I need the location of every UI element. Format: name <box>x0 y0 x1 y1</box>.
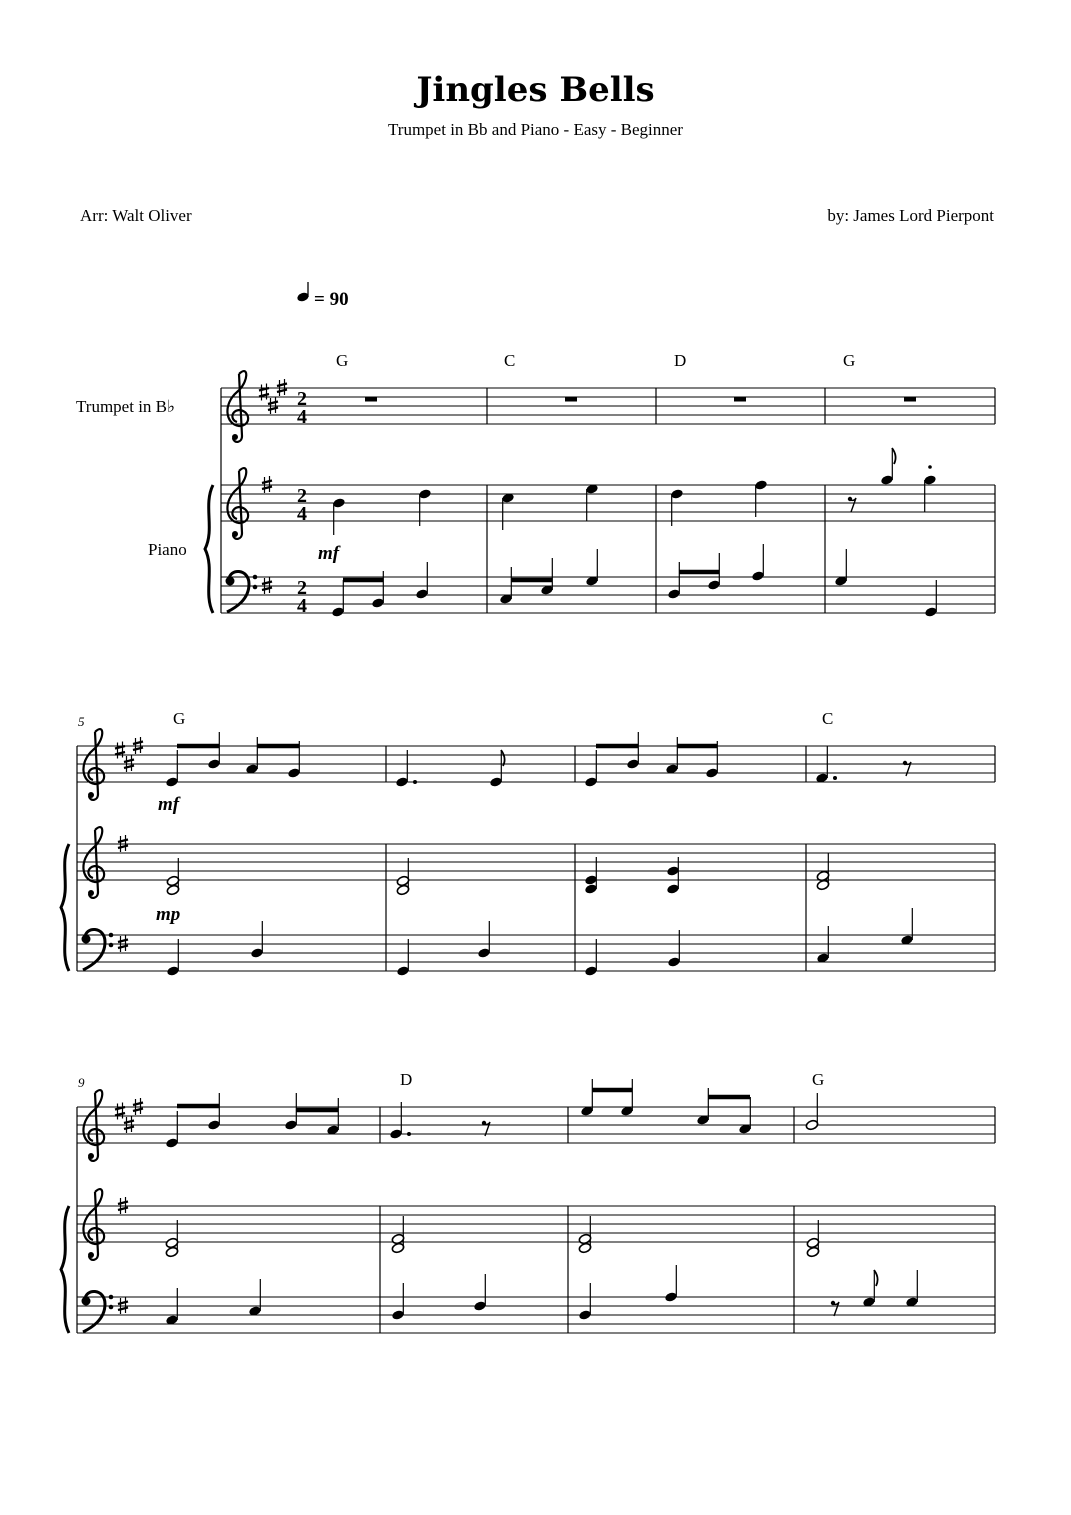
chord-symbol: G <box>336 351 349 370</box>
dynamic-mf: mf <box>318 543 340 564</box>
whole-rest <box>904 397 916 402</box>
piano-brace <box>205 485 213 613</box>
bass-clef <box>226 571 258 612</box>
eighth-rest <box>848 497 856 512</box>
trumpet-staff <box>221 388 995 424</box>
eighth-rest <box>831 1301 839 1316</box>
measure-number: 9 <box>78 1075 85 1090</box>
bass-clef <box>82 1291 114 1332</box>
score-subtitle: Trumpet in Bb and Piano - Easy - Beginner <box>388 120 683 139</box>
chord-symbol: G <box>173 709 186 728</box>
chord-symbol: C <box>822 709 834 728</box>
treble-clef <box>83 1189 104 1260</box>
dot <box>413 780 417 784</box>
eighth-rest <box>903 761 911 776</box>
piano-bass-staff <box>221 577 995 613</box>
key-sharp <box>115 742 125 759</box>
key-sharp <box>115 1103 125 1120</box>
measure-number: 5 <box>78 714 85 729</box>
chord-symbol: G <box>843 351 856 370</box>
score-title: Jingles Bells <box>416 70 655 110</box>
treble-clef <box>83 1090 104 1161</box>
treble-clef <box>83 729 104 800</box>
instrument-label-piano: Piano <box>148 540 187 559</box>
treble-clef <box>227 468 248 539</box>
treble-clef <box>83 827 104 898</box>
dynamic-mf: mf <box>158 794 180 815</box>
time-signature-bottom: 4 <box>297 503 307 525</box>
time-signature-top: 2 <box>297 388 307 410</box>
key-sharp <box>259 384 269 401</box>
time-signature-bottom: 4 <box>297 406 307 428</box>
chord-symbol: D <box>400 1070 413 1089</box>
chord-symbol: D <box>674 351 687 370</box>
dot <box>833 776 837 780</box>
piano-bass-staff <box>77 935 995 971</box>
treble-clef <box>227 371 248 442</box>
whole-rest <box>565 397 577 402</box>
piano-bass-staff <box>77 1297 995 1333</box>
time-signature-top: 2 <box>297 577 307 599</box>
whole-rest <box>734 397 746 402</box>
bass-clef <box>82 929 114 970</box>
dynamic-mp: mp <box>156 904 181 925</box>
piano-brace <box>61 844 69 971</box>
whole-rest <box>365 397 377 402</box>
chord-symbol: C <box>504 351 516 370</box>
time-signature-bottom: 4 <box>297 595 307 617</box>
piano-treble-staff <box>77 844 995 880</box>
composer-credit: by: James Lord Pierpont <box>827 206 994 225</box>
instrument-label-trumpet: Trumpet in B♭ <box>76 397 176 416</box>
time-signature-top: 2 <box>297 485 307 507</box>
arranger-credit: Arr: Walt Oliver <box>80 206 192 225</box>
chord-symbol: G <box>812 1070 825 1089</box>
piano-treble-staff <box>77 1206 995 1242</box>
dot <box>407 1132 411 1136</box>
piano-brace <box>61 1206 69 1333</box>
tempo-marking: = 90 <box>314 289 349 310</box>
staccato-dot <box>928 465 932 469</box>
